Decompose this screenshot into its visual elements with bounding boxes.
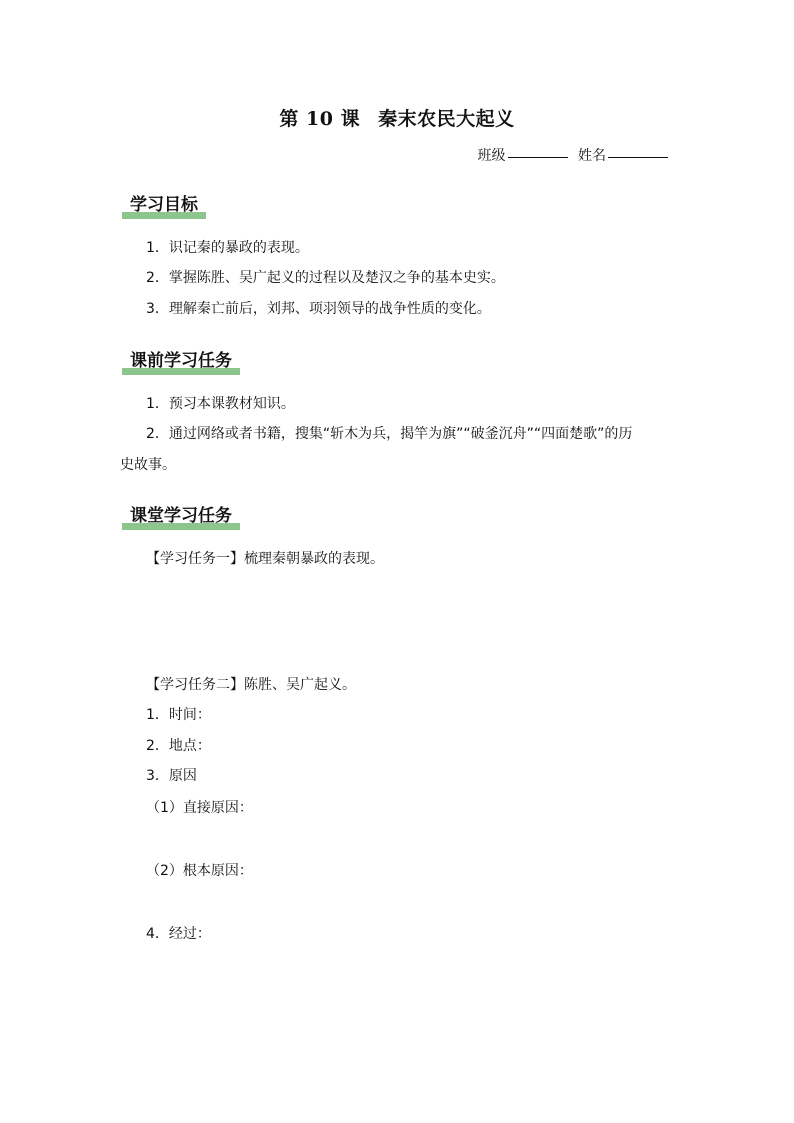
objective-item: 1．识记秦的暴政的表现。 bbox=[146, 240, 309, 256]
task-two-cause: 3．原因 bbox=[146, 768, 197, 784]
student-info-fields bbox=[478, 145, 674, 165]
section-heading-objectives: 学习目标 bbox=[122, 194, 206, 216]
task-two-place: 2．地点： bbox=[146, 738, 211, 754]
class-blank[interactable] bbox=[508, 157, 568, 158]
section-heading-inclass: 课堂学习任务 bbox=[122, 505, 240, 527]
task-two-time: 1．时间： bbox=[146, 707, 211, 723]
page-title bbox=[0, 104, 794, 131]
class-label: 班级 bbox=[477, 148, 506, 164]
task-two-process: 4．经过： bbox=[146, 926, 211, 942]
preclass-item: 1．预习本课教材知识。 bbox=[146, 396, 295, 412]
task-two-root-cause: （2）根本原因： bbox=[146, 863, 253, 879]
name-blank[interactable] bbox=[608, 157, 668, 158]
section-heading-preclass: 课前学习任务 bbox=[122, 350, 240, 372]
lesson-title: 秦末农民大起义 bbox=[378, 108, 515, 130]
task-two-direct-cause: （1）直接原因： bbox=[146, 800, 253, 816]
task-one-heading: 【学习任务一】梳理秦朝暴政的表现。 bbox=[146, 551, 384, 567]
objective-item: 3．理解秦亡前后，刘邦、项羽领导的战争性质的变化。 bbox=[146, 301, 491, 317]
preclass-item-continued: 史故事。 bbox=[120, 457, 176, 473]
objective-item: 2．掌握陈胜、吴广起义的过程以及楚汉之争的基本史实。 bbox=[146, 270, 505, 286]
name-label: 姓名 bbox=[578, 148, 606, 164]
task-two-heading: 【学习任务二】陈胜、吴广起义。 bbox=[146, 677, 356, 693]
preclass-item: 2．通过网络或者书籍，搜集“斩木为兵，揭竿为旗”“破釜沉舟”“四面楚歌”的历 bbox=[146, 426, 633, 442]
lesson-number: 第 10 课 bbox=[279, 108, 361, 130]
